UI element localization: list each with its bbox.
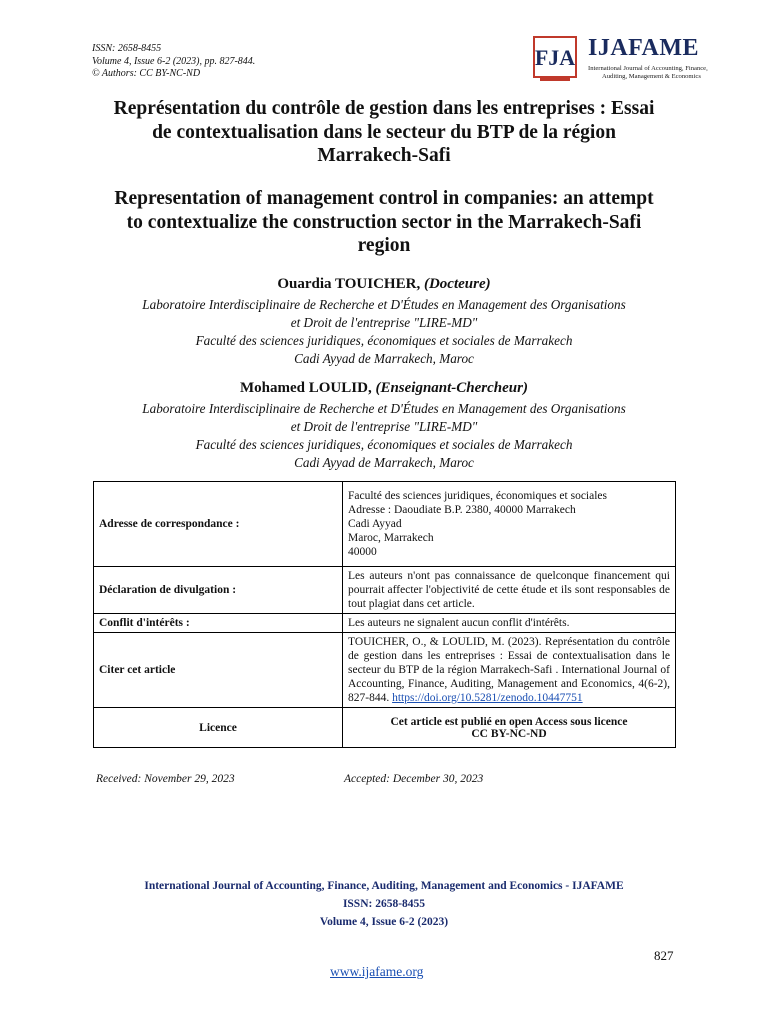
title-fr-line3: Marrakech-Safi — [317, 145, 451, 166]
table-row-conflict — [94, 614, 676, 633]
issn-text: ISSN: 2658-8455 — [92, 43, 162, 54]
address-line-1: Faculté des sciences juridiques, économiques et sociales — [348, 490, 607, 502]
license-text: © Authors: CC BY-NC-ND — [92, 68, 201, 79]
title-en-line1: Representation of management control in companies: an attempt — [114, 188, 654, 209]
title-en-line2: to contextualize the construction sector in the Marrakech-Safi — [126, 211, 642, 233]
title-english — [80, 187, 688, 258]
website-link[interactable]: www.ijafame.org — [330, 964, 424, 979]
disclosure-value: Les auteurs n'ont pas connaissance de quelconque financement qui pourrait affecter l'objectivité de cette étude et ils sont responsables de tout plagiat dans cet article. — [343, 567, 676, 614]
journal-logo — [530, 33, 720, 83]
author-1-affil-line4: Cadi Ayyad de Marrakech, Maroc — [294, 351, 474, 366]
licence-line1: Cet article est publié en open Access sous licence — [390, 715, 628, 728]
conflict-label: Conflit d'intérêts : — [94, 614, 343, 633]
author-2-affil-line3: Faculté des sciences juridiques, économiques et sociales de Marrakech — [195, 437, 573, 452]
logo-subtitle — [588, 65, 728, 81]
page-number: 827 — [654, 948, 674, 963]
received-date: Received: November 29, 2023 — [96, 773, 235, 785]
volume-text: Volume 4, Issue 6-2 (2023), pp. 827-844. — [92, 55, 256, 67]
address-line-5: 40000 — [348, 546, 377, 558]
disclosure-label: Déclaration de divulgation : — [94, 567, 343, 614]
title-fr-line2: de contextualisation dans le secteur du BTP de la région — [152, 121, 616, 143]
table-row-disclosure — [94, 567, 676, 614]
logo-subtitle-line1: International Journal of Accounting, Finance, — [588, 65, 708, 72]
author-2-affil-line1: Laboratoire Interdisciplinaire de Recherche et D'Études en Management des Organisations — [142, 401, 626, 416]
cite-text: TOUICHER, O., & LOULID, M. (2023). Représentation du contrôle de gestion dans les entreprises : Essai de contextualisation dans le secteur du BTP de la région Marrakech-Safi . International Journal of Accounting, Finance, Auditing, Management and Economics, 4(6-2), 827-844. — [348, 636, 670, 704]
cite-label: Citer cet article — [94, 633, 343, 708]
address-line-2: Adresse : Daoudiate B.P. 2380, 40000 Marrakech — [348, 504, 576, 516]
address-line-4: Maroc, Marrakech — [348, 532, 434, 544]
author-2-role: (Enseignant-Chercheur) — [375, 380, 528, 396]
licence-label: Licence — [94, 708, 343, 748]
address-label: Adresse de correspondance : — [94, 482, 343, 567]
journal-footer — [80, 877, 688, 931]
author-1-affil-line3: Faculté des sciences juridiques, économiques et sociales de Marrakech — [195, 333, 573, 348]
article-info-table — [93, 481, 676, 748]
table-row-cite — [94, 633, 676, 708]
footer-issn: ISSN: 2658-8455 — [342, 898, 426, 910]
title-french — [80, 97, 688, 168]
author-1 — [80, 276, 688, 293]
cite-value — [343, 633, 676, 708]
author-2-name: Mohamed LOULID, — [240, 380, 372, 396]
author-2-affil-line2: et Droit de l'entreprise "LIRE-MD" — [290, 419, 478, 434]
accepted-date: Accepted: December 30, 2023 — [344, 773, 484, 785]
title-en-line3: region — [357, 235, 411, 256]
journal-meta — [92, 43, 255, 81]
conflict-value: Les auteurs ne signalent aucun conflit d'intérêts. — [343, 614, 676, 633]
logo-subtitle-line2: Auditing, Management & Economics — [602, 73, 701, 80]
table-row-address — [94, 482, 676, 567]
licence-value — [343, 708, 676, 748]
logo-mark-text: FJA — [534, 45, 576, 70]
footer-journal-name: International Journal of Accounting, Finance, Auditing, Management and Economics - IJAFAME — [144, 880, 624, 892]
author-1-affiliation — [80, 296, 688, 368]
author-1-role: (Docteure) — [423, 276, 491, 292]
author-2 — [80, 380, 688, 397]
author-2-affiliation — [80, 400, 688, 472]
footer-volume: Volume 4, Issue 6-2 (2023) — [319, 916, 449, 928]
ijafame-logo-icon — [530, 33, 580, 83]
address-line-3: Cadi Ayyad — [348, 518, 402, 530]
table-row-licence — [94, 708, 676, 748]
licence-line2: CC BY-NC-ND — [471, 727, 547, 740]
doi-link[interactable]: https://doi.org/10.5281/zenodo.10447751 — [392, 692, 583, 704]
author-1-affil-line2: et Droit de l'entreprise "LIRE-MD" — [290, 315, 478, 330]
author-1-name: Ouardia TOUICHER, — [277, 276, 421, 292]
author-1-affil-line1: Laboratoire Interdisciplinaire de Recherche et D'Études en Management des Organisations — [142, 297, 626, 312]
author-2-affil-line4: Cadi Ayyad de Marrakech, Maroc — [294, 455, 474, 470]
title-fr-line1: Représentation du contrôle de gestion dans les entreprises : Essai — [113, 98, 655, 119]
logo-title: IJAFAME — [588, 35, 700, 61]
address-value — [343, 482, 676, 567]
